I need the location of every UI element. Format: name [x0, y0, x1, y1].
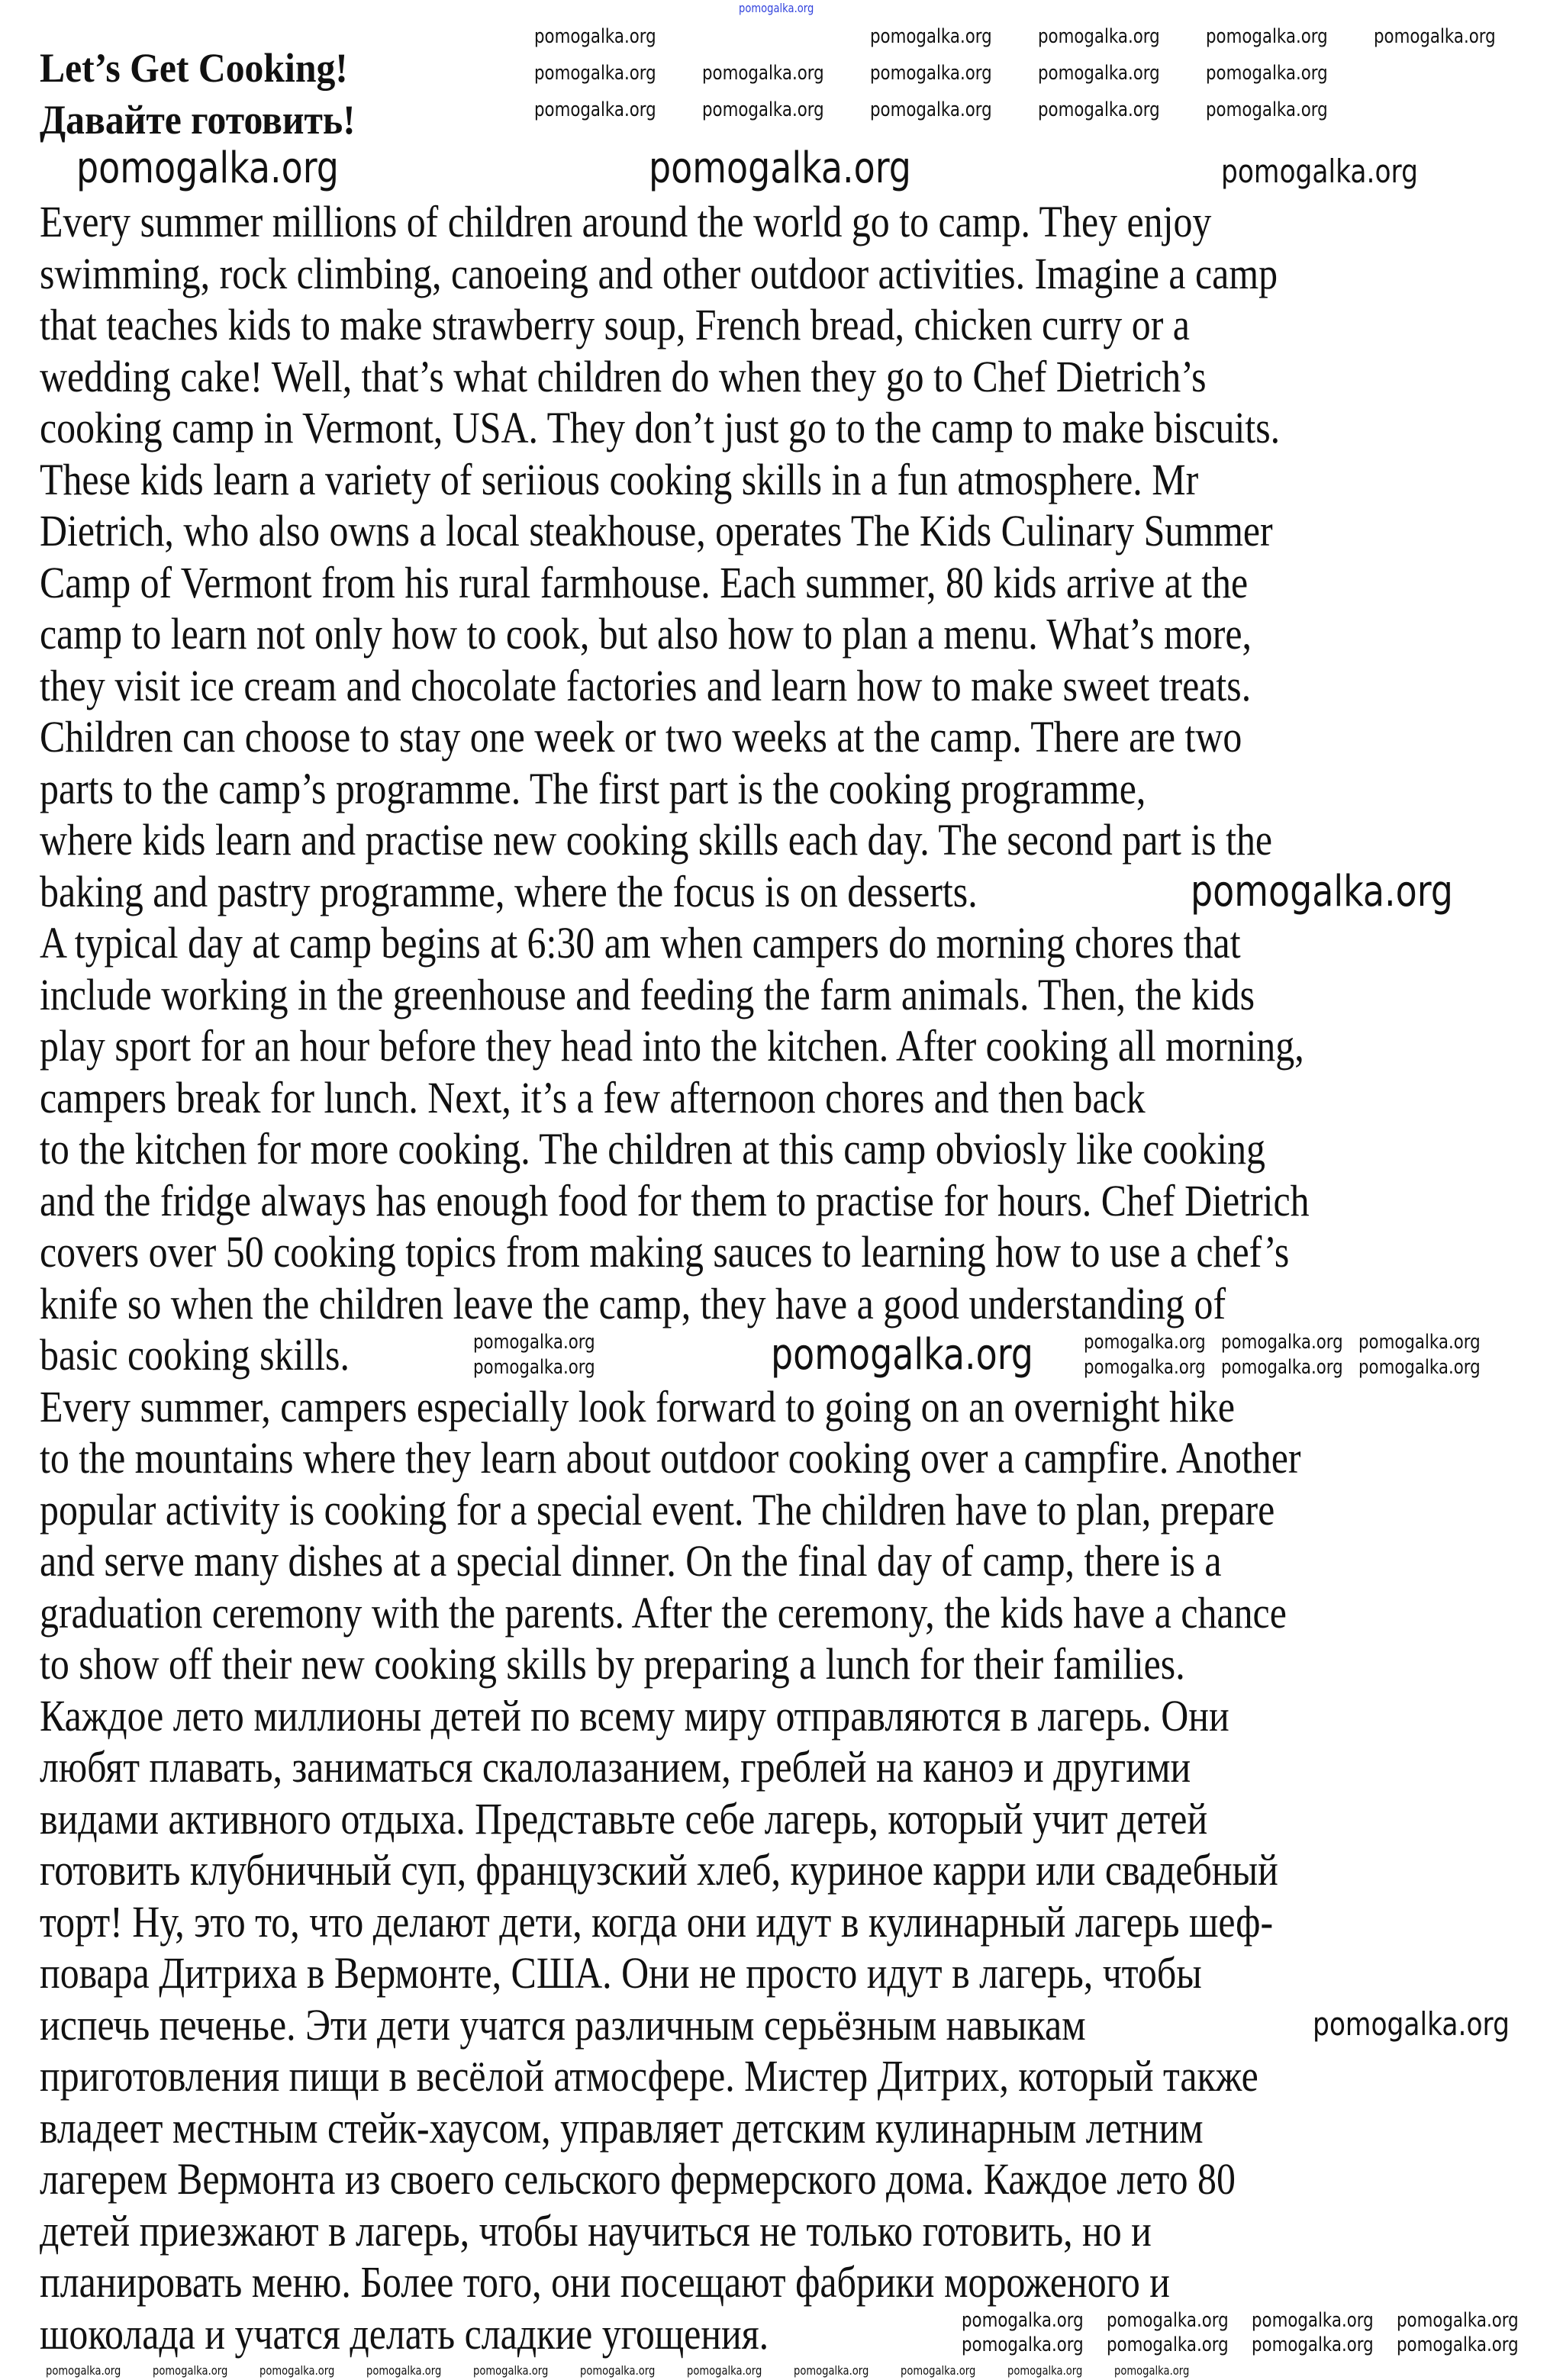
text-line: include working in the greenhouse and feeding the farm animals. Then, the kids: [40, 969, 1255, 1019]
watermark: pomogalka.org: [1221, 153, 1418, 190]
text-line: covers over 50 cooking topics from making sauces to learning how to use a chef’s: [40, 1227, 1290, 1277]
text-line: детей приезжают в лагерь, чтобы научиться не только готовить, но и: [40, 2205, 1152, 2256]
text-line: and the fridge always has enough food for them to practise for hours. Chef Dietrich: [40, 1175, 1310, 1225]
text-line: wedding cake! Well, that’s what children do when they go to Chef Dietrich’s: [40, 351, 1207, 401]
watermark: pomogalka.org: [962, 2333, 1084, 2356]
watermark: pomogalka.org: [771, 1330, 1033, 1380]
watermark: pomogalka.org: [739, 1, 814, 15]
watermark: pomogalka.org: [962, 2309, 1084, 2332]
text-line: готовить клубничный суп, французский хлеб, куриное карри или свадебный: [40, 1845, 1278, 1895]
watermark: pomogalka.org: [702, 62, 824, 85]
text-line: приготовления пищи в весёлой атмосфере. Мистер Дитрих, который также: [40, 2051, 1258, 2101]
watermark: pomogalka.org: [687, 2363, 762, 2378]
text-line: видами активного отдыха. Представьте себе лагерь, который учит детей: [40, 1793, 1208, 1844]
watermark: pomogalka.org: [366, 2363, 442, 2378]
watermark: pomogalka.org: [153, 2363, 228, 2378]
watermark: pomogalka.org: [1358, 1356, 1481, 1379]
watermark: pomogalka.org: [1374, 25, 1496, 48]
watermark: pomogalka.org: [1252, 2333, 1374, 2356]
text-line: Every summer, campers especially look forward to going on an overnight hike: [40, 1381, 1236, 1432]
text-line: graduation ceremony with the parents. After the ceremony, the kids have a chance: [40, 1587, 1287, 1638]
watermark: pomogalka.org: [1191, 867, 1453, 916]
text-line: любят плавать, заниматься скалолазанием, греблей на каноэ и другими: [40, 1742, 1191, 1792]
watermark: pomogalka.org: [1206, 25, 1328, 48]
text-line: swimming, rock climbing, canoeing and other outdoor activities. Imagine a camp: [40, 248, 1278, 298]
text-line: camp to learn not only how to cook, but also how to plan a menu. What’s more,: [40, 609, 1252, 659]
watermark: pomogalka.org: [870, 98, 992, 121]
text-line: Camp of Vermont from his rural farmhouse. Each summer, 80 kids arrive at the: [40, 557, 1249, 607]
text-line: to the mountains where they learn about outdoor cooking over a campfire. Another: [40, 1433, 1301, 1483]
watermark: pomogalka.org: [534, 62, 656, 85]
watermark: pomogalka.org: [794, 2363, 869, 2378]
watermark: pomogalka.org: [473, 1331, 595, 1354]
text-line: to the kitchen for more cooking. The children at this camp obviosly like cooking: [40, 1124, 1265, 1174]
watermark: pomogalka.org: [259, 2363, 335, 2378]
watermark: pomogalka.org: [1038, 62, 1160, 85]
text-line: Dietrich, who also owns a local steakhouse, operates The Kids Culinary Summer: [40, 506, 1273, 556]
watermark: pomogalka.org: [1038, 98, 1160, 121]
text-line: повара Дитриха в Вермонте, США. Они не просто идут в лагерь, чтобы: [40, 1948, 1202, 1998]
text-line: where kids learn and practise new cooking skills each day. The second part is the: [40, 815, 1273, 865]
watermark: pomogalka.org: [473, 2363, 549, 2378]
watermark: pomogalka.org: [1107, 2333, 1229, 2356]
text-line: These kids learn a variety of seriious cooking skills in a fun atmosphere. Mr: [40, 454, 1199, 504]
text-line: to show off their new cooking skills by preparing a lunch for their families.: [40, 1639, 1185, 1689]
watermark: pomogalka.org: [1084, 1356, 1206, 1379]
watermark: pomogalka.org: [1084, 1331, 1206, 1354]
watermark: pomogalka.org: [1358, 1331, 1481, 1354]
watermark: pomogalka.org: [76, 143, 339, 193]
watermark: pomogalka.org: [870, 62, 992, 85]
watermark: pomogalka.org: [1007, 2363, 1083, 2378]
watermark: pomogalka.org: [702, 98, 824, 121]
watermark: pomogalka.org: [473, 1356, 595, 1379]
text-line: parts to the camp’s programme. The first part is the cooking programme,: [40, 763, 1146, 813]
watermark: pomogalka.org: [1038, 25, 1160, 48]
text-line: Children can choose to stay one week or two weeks at the camp. There are two: [40, 712, 1242, 762]
watermark: pomogalka.org: [1107, 2309, 1229, 2332]
title-russian: Давайте готовить!: [40, 97, 356, 143]
watermark: pomogalka.org: [580, 2363, 656, 2378]
title-english: Let’s Get Cooking!: [40, 45, 348, 91]
watermark: pomogalka.org: [1397, 2333, 1519, 2356]
text-line: that teaches kids to make strawberry soup, French bread, chicken curry or a: [40, 300, 1190, 349]
watermark: pomogalka.org: [1221, 1331, 1343, 1354]
watermark: pomogalka.org: [1252, 2309, 1374, 2332]
watermark: pomogalka.org: [534, 25, 656, 48]
text-line: knife so when the children leave the camp, they have a good understanding of: [40, 1278, 1226, 1328]
text-line: campers break for lunch. Next, it’s a few afternoon chores and then back: [40, 1072, 1146, 1122]
text-line: baking and pastry programme, where the focus is on desserts.: [40, 866, 978, 916]
watermark: pomogalka.org: [1313, 2005, 1510, 2043]
watermark: pomogalka.org: [534, 98, 656, 121]
watermark: pomogalka.org: [1397, 2309, 1519, 2332]
watermark: pomogalka.org: [1114, 2363, 1190, 2378]
text-line: Каждое лето миллионы детей по всему миру отправляются в лагерь. Они: [40, 1690, 1229, 1741]
watermark: pomogalka.org: [46, 2363, 121, 2378]
watermark: pomogalka.org: [870, 25, 992, 48]
watermark: pomogalka.org: [1221, 1356, 1343, 1379]
text-line: лагерем Вермонта из своего сельского фермерского дома. Каждое лето 80: [40, 2154, 1236, 2204]
text-line: A typical day at camp begins at 6:30 am when campers do morning chores that: [40, 918, 1241, 968]
text-line: испечь печенье. Эти дети учатся различным серьёзным навыкам: [40, 1999, 1086, 2050]
watermark: pomogalka.org: [901, 2363, 976, 2378]
watermark: pomogalka.org: [649, 143, 911, 193]
text-line: play sport for an hour before they head into the kitchen. After cooking all morning,: [40, 1021, 1304, 1071]
text-line: шоколада и учатся делать сладкие угощения.: [40, 2308, 769, 2359]
watermark: pomogalka.org: [1206, 62, 1328, 85]
text-line: cooking camp in Vermont, USA. They don’t just go to the camp to make biscuits.: [40, 403, 1281, 452]
text-line: basic cooking skills.: [40, 1330, 350, 1380]
text-line: владеет местным стейк-хаусом, управляет детским кулинарным летним: [40, 2102, 1204, 2153]
text-line: Every summer millions of children around the world go to camp. They enjoy: [40, 197, 1212, 246]
text-line: торт! Ну, это то, что делают дети, когда они идут в кулинарный лагерь шеф-: [40, 1896, 1274, 1947]
text-line: popular activity is cooking for a special event. The children have to plan, prepare: [40, 1484, 1275, 1535]
text-line: and serve many dishes at a special dinner. On the final day of camp, there is a: [40, 1536, 1222, 1586]
text-line: планировать меню. Более того, они посещают фабрики мороженого и: [40, 2257, 1170, 2307]
text-line: they visit ice cream and chocolate factories and learn how to make sweet treats.: [40, 660, 1252, 710]
watermark: pomogalka.org: [1206, 98, 1328, 121]
